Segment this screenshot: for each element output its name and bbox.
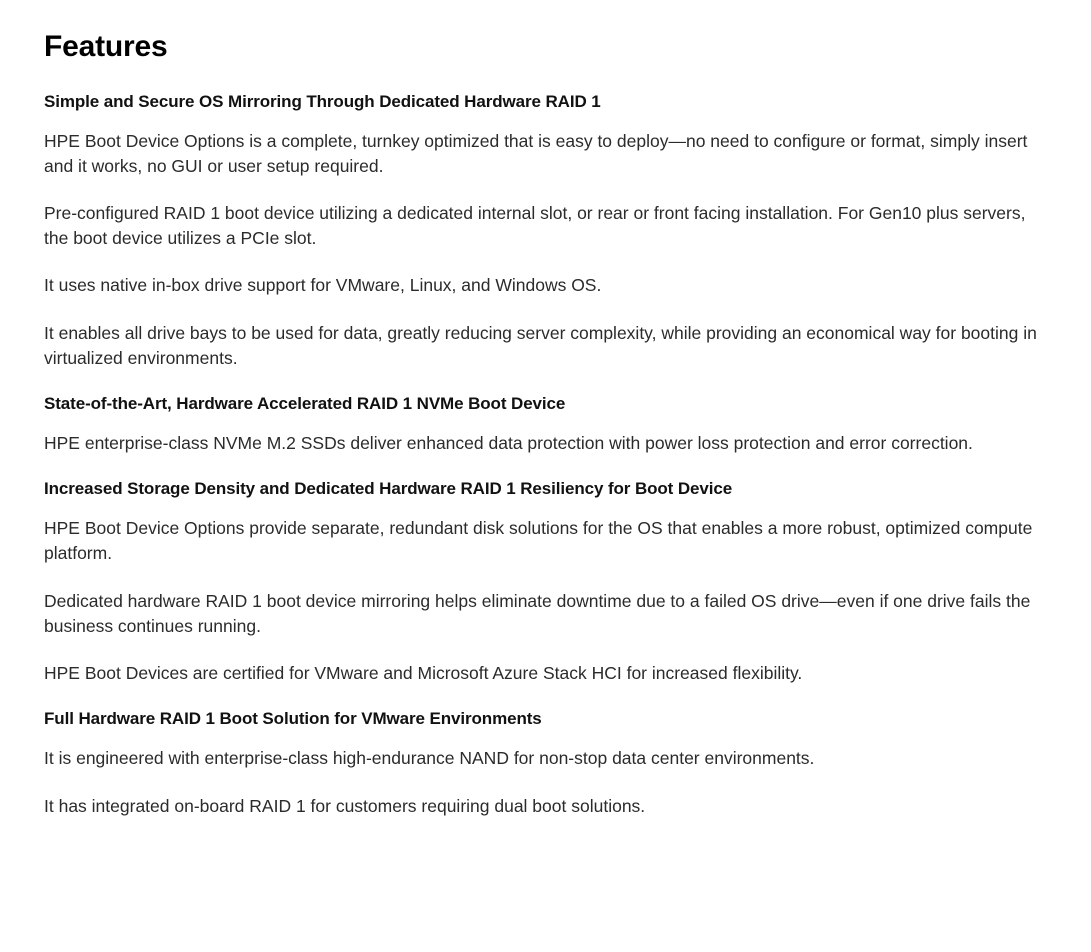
feature-section-os-mirroring [44,91,1049,371]
section-paragraph: Dedicated hardware RAID 1 boot device mirroring helps eliminate downtime due to a failed OS drive—even if one drive fails the business continues running. [44,590,1031,636]
section-paragraph: It is engineered with enterprise-class high-endurance NAND for non-stop data center environments. [44,748,815,769]
section-paragraph: HPE Boot Device Options is a complete, turnkey optimized that is easy to deploy—no need to configure or format, simply insert and it works, no GUI or user setup required. [44,130,1028,176]
section-heading: State-of-the-Art, Hardware Accelerated RAID 1 NVMe Boot Device [44,393,566,413]
feature-section-nvme-boot-device [44,393,1049,456]
section-paragraph: It has integrated on-board RAID 1 for customers requiring dual boot solutions. [44,795,646,816]
section-heading: Simple and Secure OS Mirroring Through Dedicated Hardware RAID 1 [44,91,601,111]
section-paragraph: HPE Boot Device Options provide separate, redundant disk solutions for the OS that enables a more robust, optimized compute platform. [44,518,1033,564]
section-paragraph: It uses native in-box drive support for VMware, Linux, and Windows OS. [44,275,602,296]
section-heading: Full Hardware RAID 1 Boot Solution for VMware Environments [44,709,542,729]
feature-section-storage-density [44,478,1049,686]
section-paragraph: HPE Boot Devices are certified for VMware and Microsoft Azure Stack HCI for increased flexibility. [44,663,803,684]
section-paragraph: HPE enterprise-class NVMe M.2 SSDs deliver enhanced data protection with power loss protection and error correction. [44,433,973,453]
section-paragraph: Pre-configured RAID 1 boot device utilizing a dedicated internal slot, or rear or front facing installation. For Gen10 plus servers, the boot device utilizes a PCIe slot. [44,202,1026,249]
page-title: Features [44,30,168,63]
feature-section-vmware-environments [44,708,1049,818]
section-heading: Increased Storage Density and Dedicated Hardware RAID 1 Resiliency for Boot Device [44,479,733,499]
section-paragraph: It enables all drive bays to be used for data, greatly reducing server complexity, while providing an economical way for booting in virtualized environments. [44,322,1037,368]
